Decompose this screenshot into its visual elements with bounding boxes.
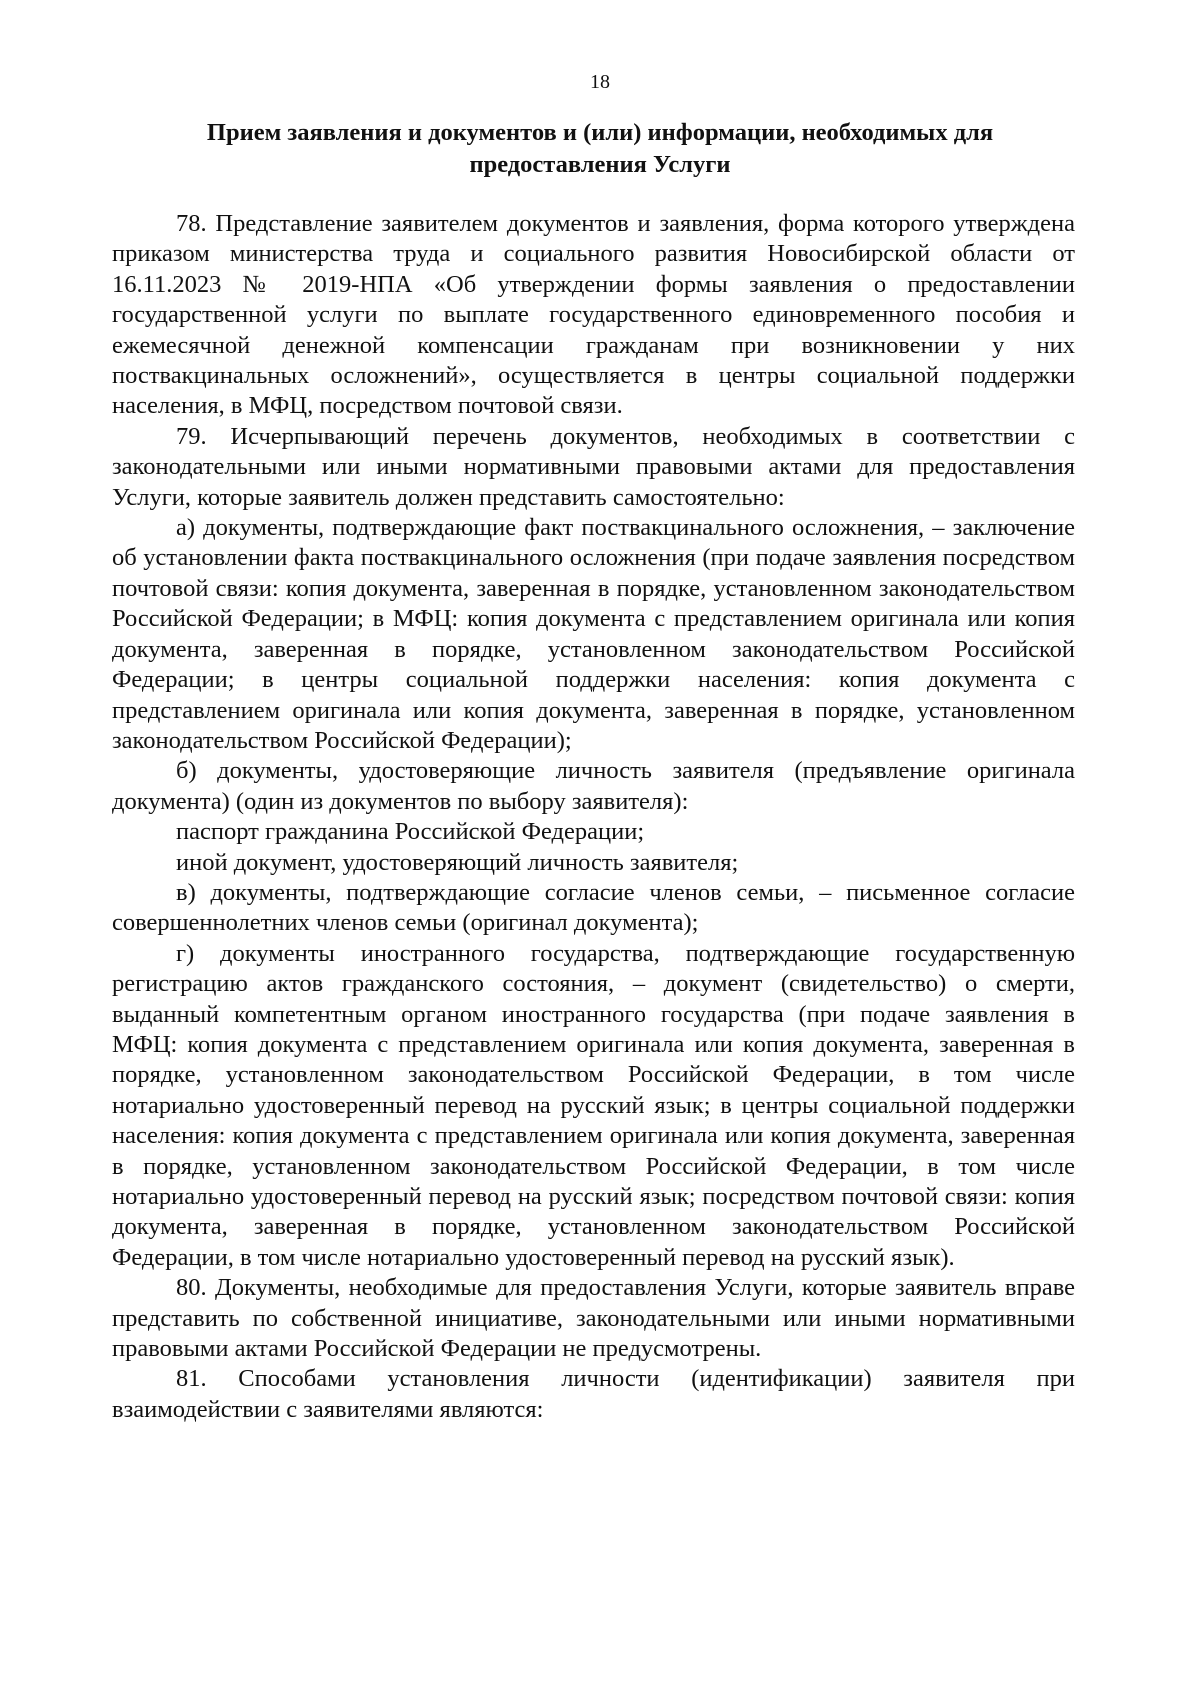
list-item-g: г) документы иностранного государства, подтверждающие государственную регистрацию актов гражданского состояния, – документ (свидетельство) о смерти, выданный компетентным органом иностранного государства (при подаче заявления в МФЦ: копия документа с представлением оригинала или копия документа, заверенная в порядке, установленном законодательством Российской Федерации, в том числе нотариально удостоверенный перевод на русский язык; в центры социальной поддержки населения: копия документа с представлением оригинала или копия документа, заверенная в порядке, установленном законодательством Российской Федерации, в том числе нотариально удостоверенный перевод на русский язык; посредством почтовой связи: копия документа, заверенная в порядке, установленном законодательством Российской Федерации, в том числе нотариально удостоверенный перевод на русский язык). — [112, 939, 1075, 1271]
list-subitem-passport: паспорт гражданина Российской Федерации; — [176, 818, 645, 846]
section-title-line-2: предоставления Услуги — [469, 151, 731, 178]
list-subitem-other-id: иной документ, удостоверяющий личность заявителя; — [176, 848, 739, 876]
document-body — [112, 209, 1075, 1425]
section-title-line-1: Прием заявления и документов и (или) информации, необходимых для — [206, 119, 994, 146]
page-number: 18 — [590, 71, 610, 93]
section-title — [120, 117, 1080, 181]
paragraph-79: 79. Исчерпывающий перечень документов, необходимых в соответствии с законодательными или иными нормативными правовыми актами для предоставления Услуги, которые заявитель должен представить самостоятельно: — [112, 422, 1075, 511]
paragraph-81: 81. Способами установления личности (идентификации) заявителя при взаимодействии с заявителями являются: — [112, 1365, 1075, 1423]
list-item-a: а) документы, подтверждающие факт поствакцинального осложнения, – заключение об установлении факта поствакцинального осложнения (при подаче заявления посредством почтовой связи: копия документа, заверенная в порядке, установленном законодательством Российской Федерации; в МФЦ: копия документа с представлением оригинала или копия документа, заверенная в порядке, установленном законодательством Российской Федерации; в центры социальной поддержки населения: копия документа с представлением оригинала или копия документа, заверенная в порядке, установленном законодательством Российской Федерации); — [112, 514, 1075, 754]
list-item-v: в) документы, подтверждающие согласие членов семьи, – письменное согласие совершеннолетних членов семьи (оригинал документа); — [112, 878, 1075, 937]
paragraph-80: 80. Документы, необходимые для предоставления Услуги, которые заявитель вправе представить по собственной инициативе, законодательными или иными нормативными правовыми актами Российской Федерации не предусмотрены. — [112, 1274, 1075, 1363]
list-item-b: б) документы, удостоверяющие личность заявителя (предъявление оригинала документа) (один из документов по выбору заявителя): — [112, 757, 1075, 815]
paragraph-78: 78. Представление заявителем документов и заявления, форма которого утверждена приказом министерства труда и социального развития Новосибирской области от 16.11.2023 № 2019-НПА «Об утверждении формы заявления о предоставлении государственной услуги по выплате государственного единовременного пособия и ежемесячной денежной компенсации гражданам при возникновении у них поствакцинальных осложнений», осуществляется в центры социальной поддержки населения, в МФЦ, посредством почтовой связи. — [112, 210, 1075, 420]
